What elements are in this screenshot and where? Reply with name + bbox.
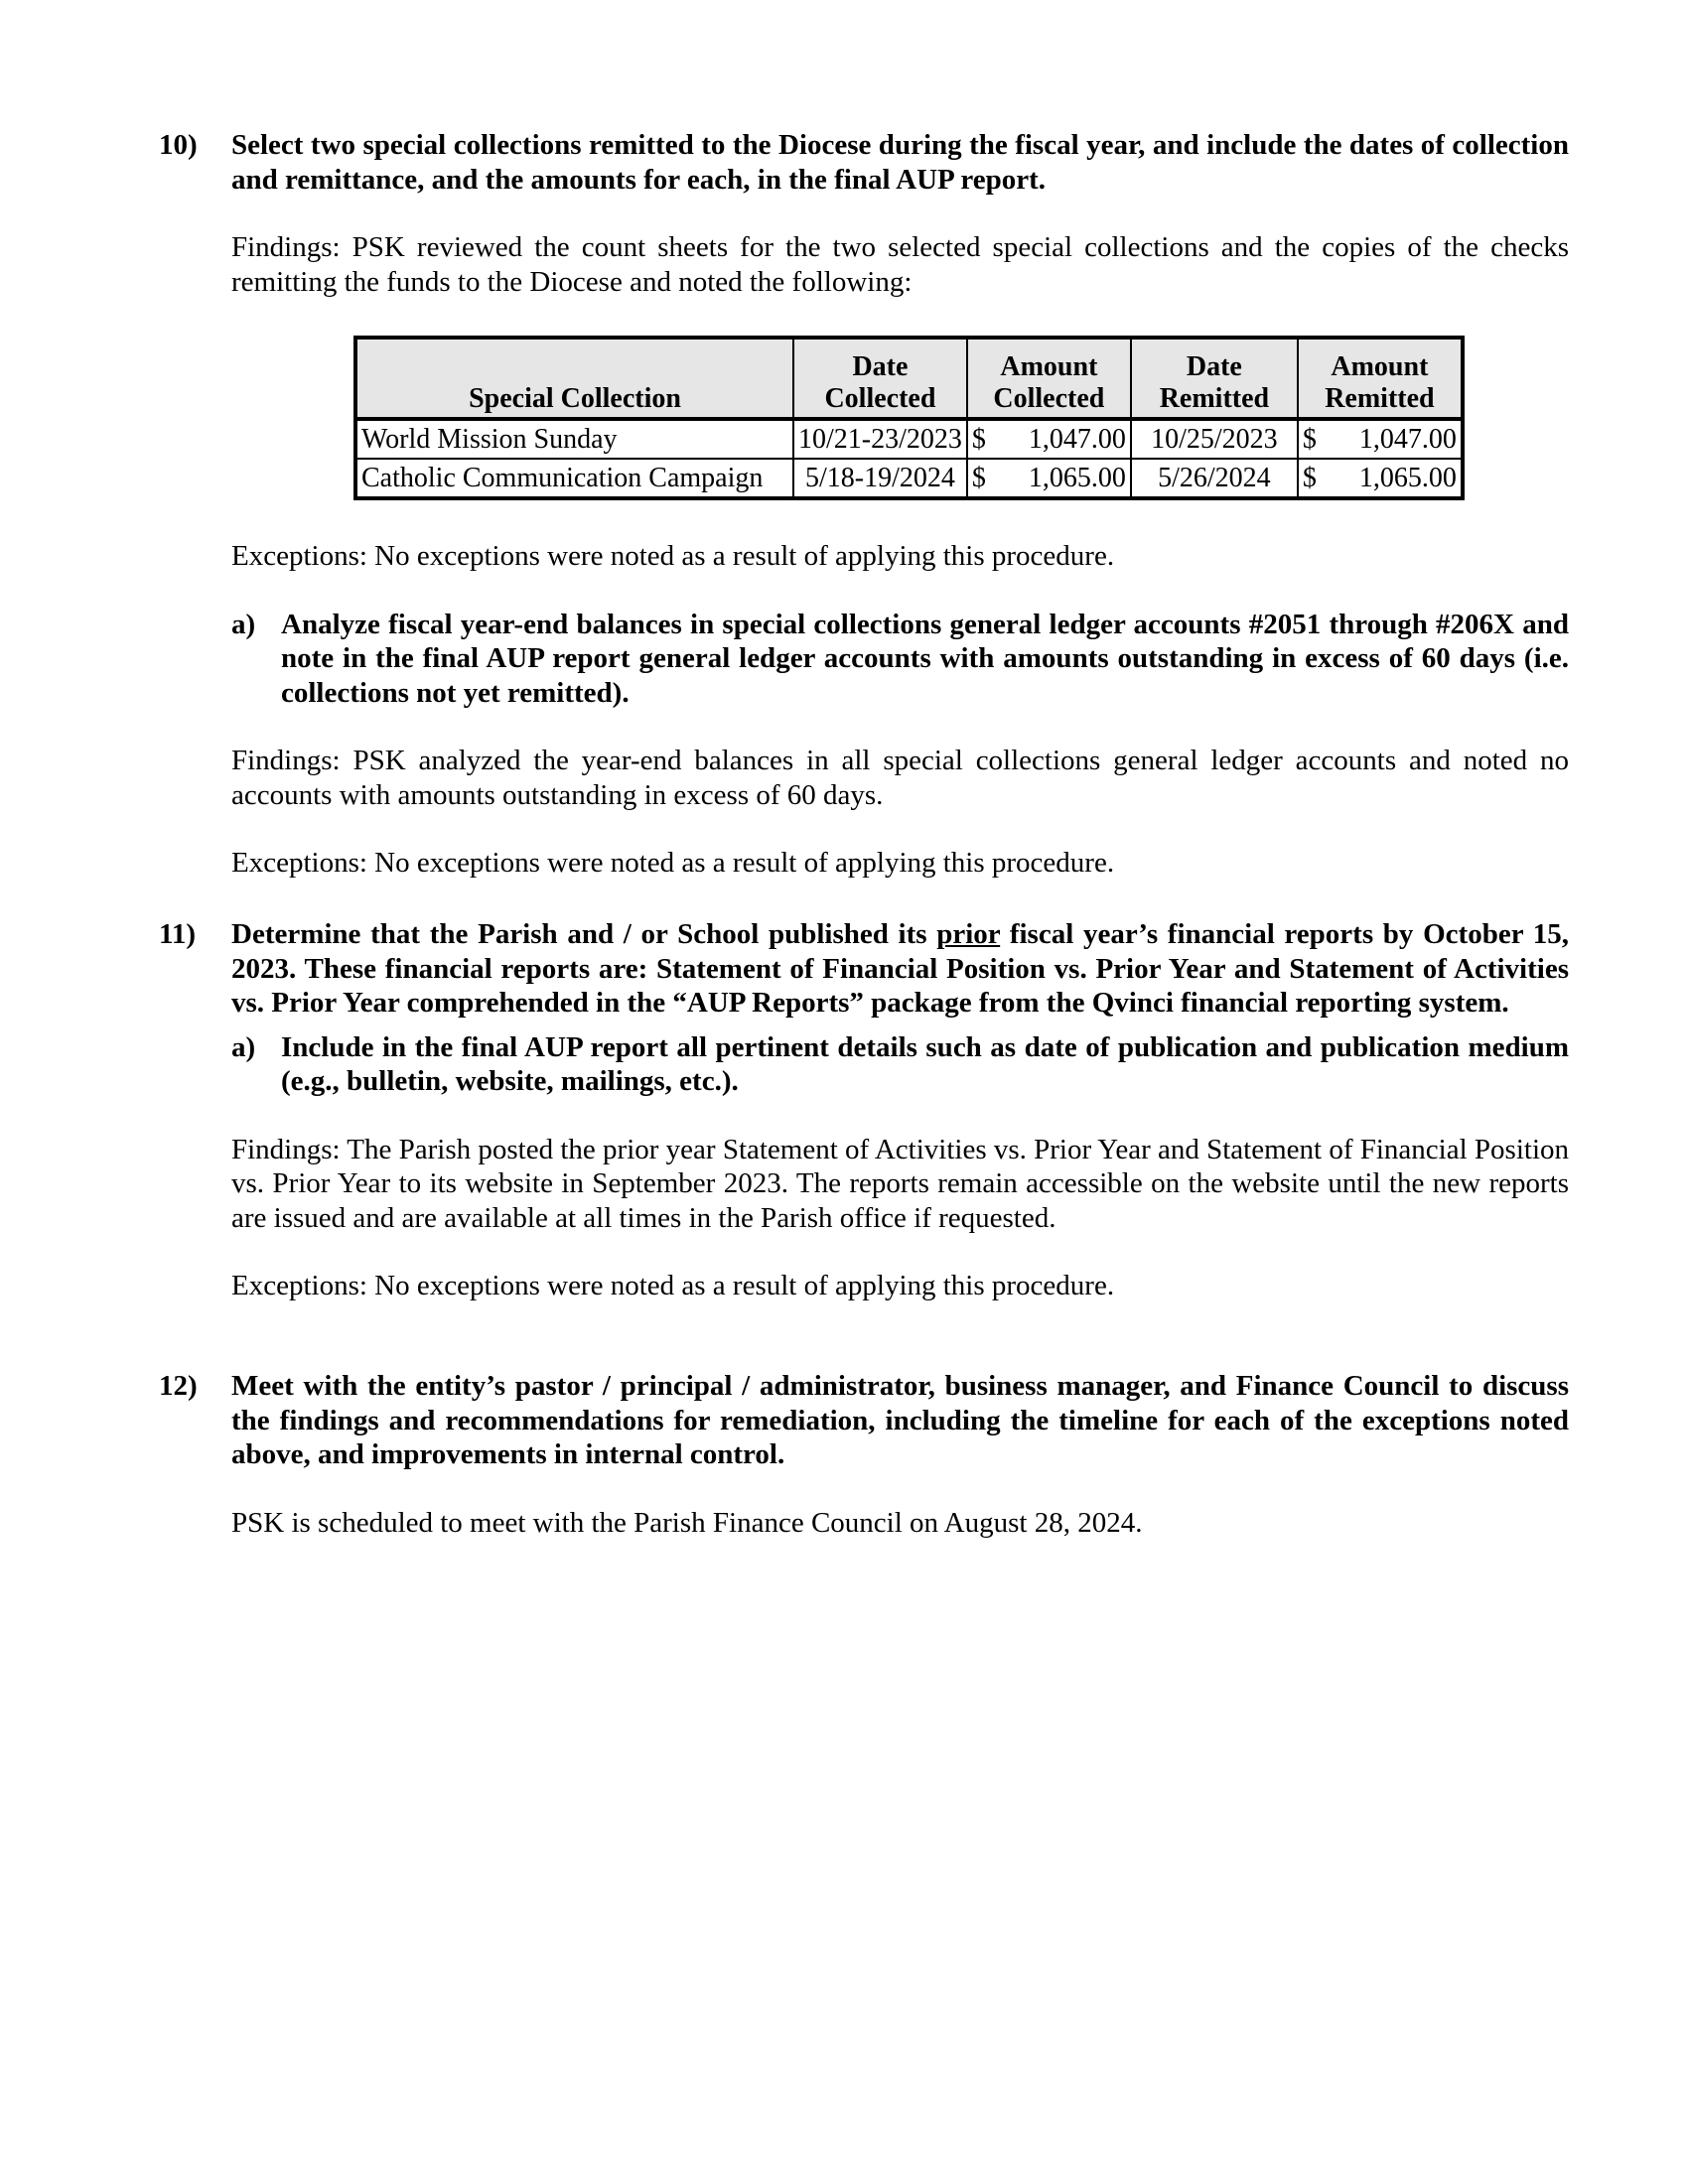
- findings-text: Findings: PSK reviewed the count sheets for the two selected special collections and the copies of the checks remitting the funds to the Diocese and noted the following:: [231, 231, 1569, 298]
- sub-procedure-a: [231, 608, 1569, 711]
- procedure-heading: Select two special collections remitted to the Diocese during the fiscal year, and include the dates of collection and remittance, and the amounts for each, in the final AUP report.: [231, 129, 1569, 196]
- amount-remitted: $ 1,047.00: [1298, 419, 1463, 459]
- sub-procedure-text: Include in the final AUP report all pertinent details such as date of publication and publication medium (e.g., bulletin, website, mailings, etc.).: [281, 1030, 1569, 1097]
- sub-procedure-letter: a): [231, 608, 256, 640]
- special-collections-table: [353, 336, 1465, 500]
- exceptions-text: Exceptions: No exceptions were noted as a result of applying this procedure.: [231, 847, 1115, 879]
- sub-procedure-a: [231, 1030, 1569, 1099]
- sub-procedure-text: Analyze fiscal year-end balances in special collections general ledger accounts #2051 through #206X and note in the final AUP report general ledger accounts with amounts outstanding in excess of 60 days (i.e. collections not yet remitted).: [281, 608, 1569, 709]
- header-amount-collected: Amount Collected: [967, 338, 1131, 419]
- exceptions-text: Exceptions: No exceptions were noted as a result of applying this procedure.: [231, 540, 1115, 572]
- collection-name: Catholic Communication Campaign: [355, 459, 793, 498]
- sub-procedure-letter: a): [231, 1030, 256, 1063]
- underlined-word: prior: [936, 918, 1001, 950]
- table-row: [355, 459, 1463, 498]
- date-collected: 10/21-23/2023: [793, 419, 967, 459]
- procedure-heading: Meet with the entity’s pastor / principal / administrator, business manager, and Finance Council to discuss the findings and recommendations for remediation, including the timeline for each of the exceptions noted above, and improvements in internal control.: [231, 1370, 1569, 1470]
- procedure-11: [159, 917, 1569, 1303]
- procedure-number: 12): [159, 1370, 198, 1402]
- meeting-note: PSK is scheduled to meet with the Parish Finance Council on August 28, 2024.: [231, 1506, 1143, 1539]
- procedure-heading: Determine that the Parish and / or School published its prior fiscal year’s financial reports by October 15, 2023. These financial reports are: Statement of Financial Position vs. Prior Year and Statement of Activities vs. Prior Year comprehended in the “AUP Reports” package from the Qvinci financial reporting system.: [231, 918, 1569, 1019]
- findings-text: Findings: PSK analyzed the year-end balances in all special collections general ledger accounts and noted no accounts with amounts outstanding in excess of 60 days.: [231, 745, 1569, 811]
- procedure-10-continued: [159, 539, 1569, 881]
- procedure-number: 11): [159, 918, 197, 950]
- header-date-remitted: Date Remitted: [1131, 338, 1298, 419]
- date-collected: 5/18-19/2024: [793, 459, 967, 498]
- procedure-number: 10): [159, 129, 198, 161]
- date-remitted: 5/26/2024: [1131, 459, 1298, 498]
- header-amount-remitted: Amount Remitted: [1298, 338, 1463, 419]
- procedure-12: [159, 1369, 1569, 1540]
- exceptions-text: Exceptions: No exceptions were noted as a result of applying this procedure.: [231, 1270, 1115, 1301]
- header-special-collection: Special Collection: [355, 338, 793, 419]
- amount-collected: $ 1,047.00: [967, 419, 1131, 459]
- table-row: [355, 419, 1463, 459]
- collection-name: World Mission Sunday: [355, 419, 793, 459]
- header-date-collected: Date Collected: [793, 338, 967, 419]
- date-remitted: 10/25/2023: [1131, 419, 1298, 459]
- amount-collected: $ 1,065.00: [967, 459, 1131, 498]
- amount-remitted: $ 1,065.00: [1298, 459, 1463, 498]
- findings-text: Findings: The Parish posted the prior year Statement of Activities vs. Prior Year and Statement of Financial Position vs. Prior Year to its website in September 2023. The reports remain accessible on the website until the new reports are issued and are available at all times in the Parish office if requested.: [231, 1133, 1569, 1234]
- procedure-10: [159, 128, 1569, 299]
- table-header-row: [355, 338, 1463, 419]
